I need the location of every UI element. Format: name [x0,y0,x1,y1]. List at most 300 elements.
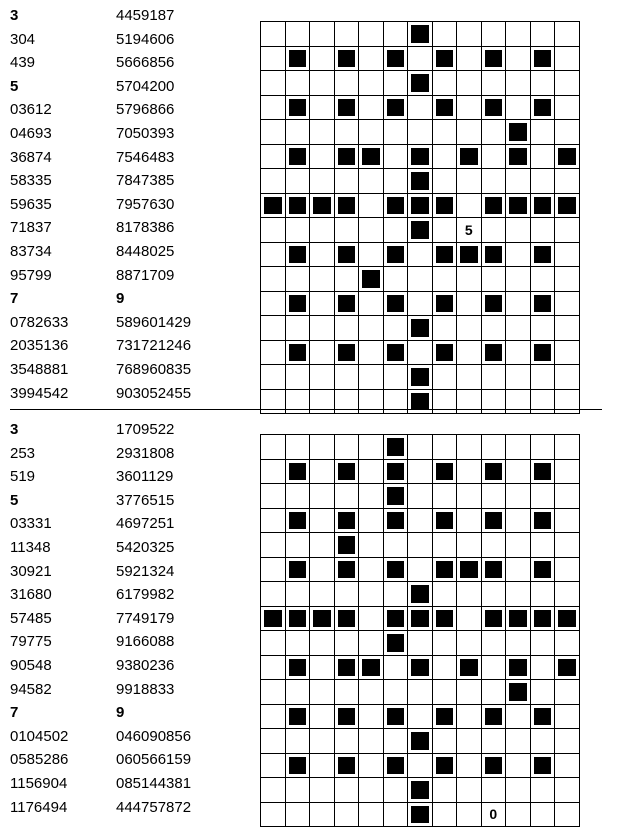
grid-cell[interactable] [457,169,482,194]
grid-cell[interactable] [457,292,482,317]
grid-cell[interactable] [506,365,531,390]
grid-cell[interactable] [457,582,482,607]
grid-cell[interactable] [310,218,335,243]
grid-cell[interactable] [457,22,482,47]
grid-cell[interactable] [335,267,360,292]
grid-cell[interactable] [286,218,311,243]
grid-cell[interactable] [555,71,580,96]
grid-cell[interactable] [433,484,458,509]
grid-cell[interactable] [384,533,409,558]
grid-cell[interactable] [261,803,286,827]
grid-cell[interactable] [506,316,531,341]
grid-cell[interactable] [555,218,580,243]
grid-cell[interactable] [286,680,311,705]
grid-cell[interactable] [359,460,384,485]
grid-cell[interactable] [310,558,335,583]
grid-cell[interactable] [506,509,531,534]
grid-cell[interactable] [286,729,311,754]
grid-cell[interactable] [261,341,286,366]
grid-cell[interactable] [555,484,580,509]
grid-cell[interactable] [433,169,458,194]
grid-cell[interactable] [310,705,335,730]
grid-cell[interactable] [286,533,311,558]
grid-cell[interactable] [457,705,482,730]
grid-cell[interactable] [408,533,433,558]
grid-cell[interactable] [359,194,384,219]
grid-cell[interactable] [261,754,286,779]
grid-cell[interactable] [408,558,433,583]
grid-cell[interactable] [506,243,531,268]
grid-cell[interactable] [408,509,433,534]
grid-cell[interactable] [506,435,531,460]
grid-cell[interactable] [359,509,384,534]
grid-cell[interactable] [482,120,507,145]
grid-cell[interactable] [433,631,458,656]
grid-cell[interactable] [359,47,384,72]
grid-cell[interactable] [457,120,482,145]
grid-cell[interactable] [555,729,580,754]
grid-cell[interactable] [482,71,507,96]
grid-cell[interactable] [359,582,384,607]
grid-cell[interactable] [482,435,507,460]
grid-cell[interactable] [555,582,580,607]
grid-cell[interactable] [310,484,335,509]
grid-cell[interactable] [555,169,580,194]
grid-cell[interactable] [408,341,433,366]
grid-cell[interactable] [359,365,384,390]
grid-cell[interactable] [359,390,384,415]
grid-cell[interactable] [310,365,335,390]
grid-cell[interactable] [433,316,458,341]
grid-cell[interactable] [433,390,458,415]
grid-cell[interactable] [359,96,384,121]
grid-cell[interactable] [261,582,286,607]
grid-cell[interactable] [555,120,580,145]
grid-cell[interactable] [506,96,531,121]
grid-cell[interactable] [384,120,409,145]
grid-cell[interactable] [286,120,311,145]
grid-cell[interactable] [384,365,409,390]
grid-cell[interactable] [261,656,286,681]
grid-cell[interactable] [335,680,360,705]
grid-cell[interactable] [457,365,482,390]
grid-cell[interactable] [531,680,556,705]
grid-cell[interactable] [310,316,335,341]
grid-cell[interactable] [555,754,580,779]
grid-cell[interactable] [482,169,507,194]
grid-cell[interactable] [457,267,482,292]
grid-cell[interactable] [261,484,286,509]
grid-cell[interactable] [286,484,311,509]
grid-cell[interactable] [286,582,311,607]
grid-cell[interactable] [310,680,335,705]
grid-cell[interactable] [408,754,433,779]
grid-cell[interactable] [531,803,556,827]
grid-cell[interactable] [482,365,507,390]
grid-cell[interactable] [286,631,311,656]
grid-cell[interactable] [531,22,556,47]
grid-cell[interactable] [531,435,556,460]
grid-cell[interactable] [408,680,433,705]
grid-cell[interactable] [555,803,580,827]
grid-cell[interactable] [359,705,384,730]
grid-cell[interactable] [457,435,482,460]
grid-cell[interactable] [506,778,531,803]
grid-cell[interactable] [531,267,556,292]
grid-cell[interactable] [261,631,286,656]
grid-cell[interactable] [457,460,482,485]
grid-cell[interactable] [408,631,433,656]
grid-cell[interactable] [261,169,286,194]
grid-cell[interactable] [408,705,433,730]
grid-cell[interactable] [408,47,433,72]
grid-cell[interactable] [310,71,335,96]
grid-cell[interactable] [261,267,286,292]
grid-cell[interactable] [359,558,384,583]
grid-cell[interactable] [531,390,556,415]
grid-cell[interactable] [457,71,482,96]
grid-cell[interactable] [506,267,531,292]
grid-cell[interactable] [506,558,531,583]
grid-cell[interactable] [555,47,580,72]
grid-cell[interactable] [261,705,286,730]
grid-cell[interactable] [261,47,286,72]
grid-cell[interactable] [359,22,384,47]
grid-cell[interactable] [482,145,507,170]
grid-cell[interactable] [506,390,531,415]
grid-cell[interactable] [261,316,286,341]
grid-cell[interactable] [555,243,580,268]
grid-cell[interactable] [408,484,433,509]
grid-cell[interactable] [555,631,580,656]
grid-cell[interactable] [286,435,311,460]
grid-cell[interactable] [531,778,556,803]
grid-cell[interactable] [261,365,286,390]
grid-cell[interactable] [457,803,482,827]
grid-cell[interactable] [433,120,458,145]
grid-cell[interactable] [310,120,335,145]
grid-cell[interactable] [384,729,409,754]
grid-cell[interactable] [408,460,433,485]
grid-cell[interactable] [457,316,482,341]
grid-cell[interactable] [359,533,384,558]
grid-cell[interactable] [310,341,335,366]
grid-cell[interactable] [408,435,433,460]
grid-cell[interactable] [555,680,580,705]
grid-cell[interactable] [286,316,311,341]
grid-cell[interactable] [531,656,556,681]
grid-cell[interactable] [261,218,286,243]
grid-cell[interactable] [457,778,482,803]
grid-cell[interactable] [335,218,360,243]
grid-cell[interactable] [408,243,433,268]
grid-cell[interactable] [506,729,531,754]
grid-cell[interactable] [506,218,531,243]
grid-cell[interactable] [384,582,409,607]
grid-cell[interactable] [482,729,507,754]
grid-cell[interactable] [310,754,335,779]
grid-cell[interactable] [555,365,580,390]
grid-cell[interactable] [482,484,507,509]
grid-cell[interactable] [310,509,335,534]
grid-cell[interactable] [286,390,311,415]
grid-cell[interactable] [457,341,482,366]
grid-cell[interactable] [531,120,556,145]
grid-cell[interactable] [457,390,482,415]
grid-cell[interactable] [261,71,286,96]
grid-cell[interactable] [433,533,458,558]
grid-cell[interactable] [433,145,458,170]
grid-cell[interactable] [261,533,286,558]
grid-cell[interactable] [261,680,286,705]
grid-cell[interactable] [310,533,335,558]
grid-cell[interactable] [531,582,556,607]
grid-cell[interactable] [457,194,482,219]
grid-cell[interactable] [531,169,556,194]
grid-cell[interactable] [335,365,360,390]
grid-cell[interactable] [384,145,409,170]
grid-cell[interactable] [286,267,311,292]
grid-cell[interactable] [506,460,531,485]
grid-cell[interactable] [261,390,286,415]
grid-cell[interactable] [506,705,531,730]
grid-cell[interactable] [310,778,335,803]
grid-cell[interactable] [457,631,482,656]
grid-cell[interactable] [310,803,335,827]
grid-cell[interactable] [506,582,531,607]
grid-cell[interactable] [359,71,384,96]
grid-cell[interactable] [335,390,360,415]
grid-cell[interactable] [261,509,286,534]
grid-cell[interactable] [359,631,384,656]
grid-cell[interactable] [359,435,384,460]
grid-cell[interactable] [531,71,556,96]
grid-cell[interactable] [261,292,286,317]
grid-cell[interactable] [335,169,360,194]
grid-cell[interactable] [482,390,507,415]
grid-cell[interactable] [384,71,409,96]
grid-cell[interactable] [310,631,335,656]
grid-cell[interactable] [359,243,384,268]
grid-cell[interactable] [555,267,580,292]
grid-cell[interactable] [433,680,458,705]
grid-cell[interactable] [286,778,311,803]
grid-cell[interactable] [506,533,531,558]
grid-cell[interactable] [457,754,482,779]
grid-cell[interactable] [506,292,531,317]
grid-cell[interactable] [310,267,335,292]
grid-cell[interactable] [261,145,286,170]
grid-cell[interactable] [506,803,531,827]
grid-cell[interactable] [555,509,580,534]
grid-cell[interactable] [555,316,580,341]
grid-cell[interactable] [433,729,458,754]
grid-cell[interactable] [310,243,335,268]
grid-cell[interactable] [482,803,507,827]
grid-cell[interactable] [335,631,360,656]
grid-cell[interactable] [555,292,580,317]
grid-cell[interactable] [359,803,384,827]
grid-cell[interactable] [457,729,482,754]
grid-cell[interactable] [506,22,531,47]
grid-cell[interactable] [384,778,409,803]
grid-cell[interactable] [482,267,507,292]
grid-cell[interactable] [555,341,580,366]
grid-cell[interactable] [310,292,335,317]
grid-cell[interactable] [482,631,507,656]
grid-cell[interactable] [359,484,384,509]
grid-cell[interactable] [286,365,311,390]
grid-cell[interactable] [408,96,433,121]
grid-cell[interactable] [261,778,286,803]
grid-cell[interactable] [433,778,458,803]
grid-cell[interactable] [555,22,580,47]
grid-cell[interactable] [310,169,335,194]
grid-cell[interactable] [359,680,384,705]
grid-cell[interactable] [457,607,482,632]
grid-cell[interactable] [555,390,580,415]
grid-cell[interactable] [555,778,580,803]
grid-cell[interactable] [261,558,286,583]
grid-cell[interactable] [384,316,409,341]
grid-cell[interactable] [531,484,556,509]
grid-cell[interactable] [457,96,482,121]
grid-cell[interactable] [506,71,531,96]
grid-cell[interactable] [261,729,286,754]
grid-cell[interactable] [335,71,360,96]
grid-cell[interactable] [261,22,286,47]
grid-cell[interactable] [433,267,458,292]
grid-cell[interactable] [261,435,286,460]
grid-cell[interactable] [310,460,335,485]
grid-cell[interactable] [359,292,384,317]
grid-cell[interactable] [555,705,580,730]
grid-cell[interactable] [359,729,384,754]
grid-cell[interactable] [408,120,433,145]
grid-cell[interactable] [531,316,556,341]
grid-cell[interactable] [482,22,507,47]
grid-cell[interactable] [335,729,360,754]
grid-cell[interactable] [286,22,311,47]
grid-cell[interactable] [457,218,482,243]
grid-cell[interactable] [457,680,482,705]
grid-cell[interactable] [261,96,286,121]
grid-cell[interactable] [555,460,580,485]
grid-cell[interactable] [457,47,482,72]
grid-cell[interactable] [531,145,556,170]
grid-cell[interactable] [555,435,580,460]
grid-cell[interactable] [384,680,409,705]
grid-cell[interactable] [310,47,335,72]
grid-cell[interactable] [359,169,384,194]
grid-cell[interactable] [555,533,580,558]
grid-cell[interactable] [310,145,335,170]
grid-cell[interactable] [310,656,335,681]
grid-cell[interactable] [408,292,433,317]
grid-cell[interactable] [359,218,384,243]
grid-cell[interactable] [433,365,458,390]
grid-cell[interactable] [555,96,580,121]
grid-cell[interactable] [261,120,286,145]
grid-cell[interactable] [506,754,531,779]
grid-cell[interactable] [384,169,409,194]
grid-cell[interactable] [384,390,409,415]
grid-cell[interactable] [286,71,311,96]
grid-cell[interactable] [359,120,384,145]
grid-cell[interactable] [384,267,409,292]
grid-cell[interactable] [457,484,482,509]
grid-cell[interactable] [482,316,507,341]
grid-cell[interactable] [310,22,335,47]
grid-cell[interactable] [310,390,335,415]
grid-cell[interactable] [384,22,409,47]
grid-cell[interactable] [359,778,384,803]
grid-cell[interactable] [335,120,360,145]
grid-cell[interactable] [286,169,311,194]
grid-cell[interactable] [384,656,409,681]
grid-cell[interactable] [433,435,458,460]
grid-cell[interactable] [482,778,507,803]
grid-cell[interactable] [531,631,556,656]
grid-cell[interactable] [433,71,458,96]
grid-cell[interactable] [335,484,360,509]
grid-cell[interactable] [310,435,335,460]
grid-cell[interactable] [335,803,360,827]
grid-cell[interactable] [408,267,433,292]
grid-cell[interactable] [482,533,507,558]
grid-cell[interactable] [506,169,531,194]
grid-cell[interactable] [433,582,458,607]
grid-cell[interactable] [310,96,335,121]
grid-cell[interactable] [335,778,360,803]
grid-cell[interactable] [359,341,384,366]
grid-cell[interactable] [335,582,360,607]
grid-cell[interactable] [531,729,556,754]
grid-cell[interactable] [359,316,384,341]
grid-cell[interactable] [506,631,531,656]
grid-cell[interactable] [482,656,507,681]
grid-cell[interactable] [531,218,556,243]
grid-cell[interactable] [506,484,531,509]
grid-cell[interactable] [482,582,507,607]
grid-cell[interactable] [384,218,409,243]
grid-cell[interactable] [482,680,507,705]
grid-cell[interactable] [335,435,360,460]
grid-cell[interactable] [433,22,458,47]
grid-cell[interactable] [384,803,409,827]
grid-cell[interactable] [433,656,458,681]
grid-cell[interactable] [335,316,360,341]
grid-cell[interactable] [310,729,335,754]
grid-cell[interactable] [531,365,556,390]
grid-cell[interactable] [506,47,531,72]
grid-cell[interactable] [433,803,458,827]
grid-cell[interactable] [261,243,286,268]
grid-cell[interactable] [261,460,286,485]
grid-cell[interactable] [359,607,384,632]
grid-cell[interactable] [286,803,311,827]
grid-cell[interactable] [555,558,580,583]
grid-cell[interactable] [457,509,482,534]
grid-cell[interactable] [433,218,458,243]
grid-cell[interactable] [335,22,360,47]
grid-cell[interactable] [310,582,335,607]
grid-cell[interactable] [531,533,556,558]
grid-cell[interactable] [506,341,531,366]
grid-cell[interactable] [482,218,507,243]
grid-cell[interactable] [359,754,384,779]
grid-cell[interactable] [457,533,482,558]
